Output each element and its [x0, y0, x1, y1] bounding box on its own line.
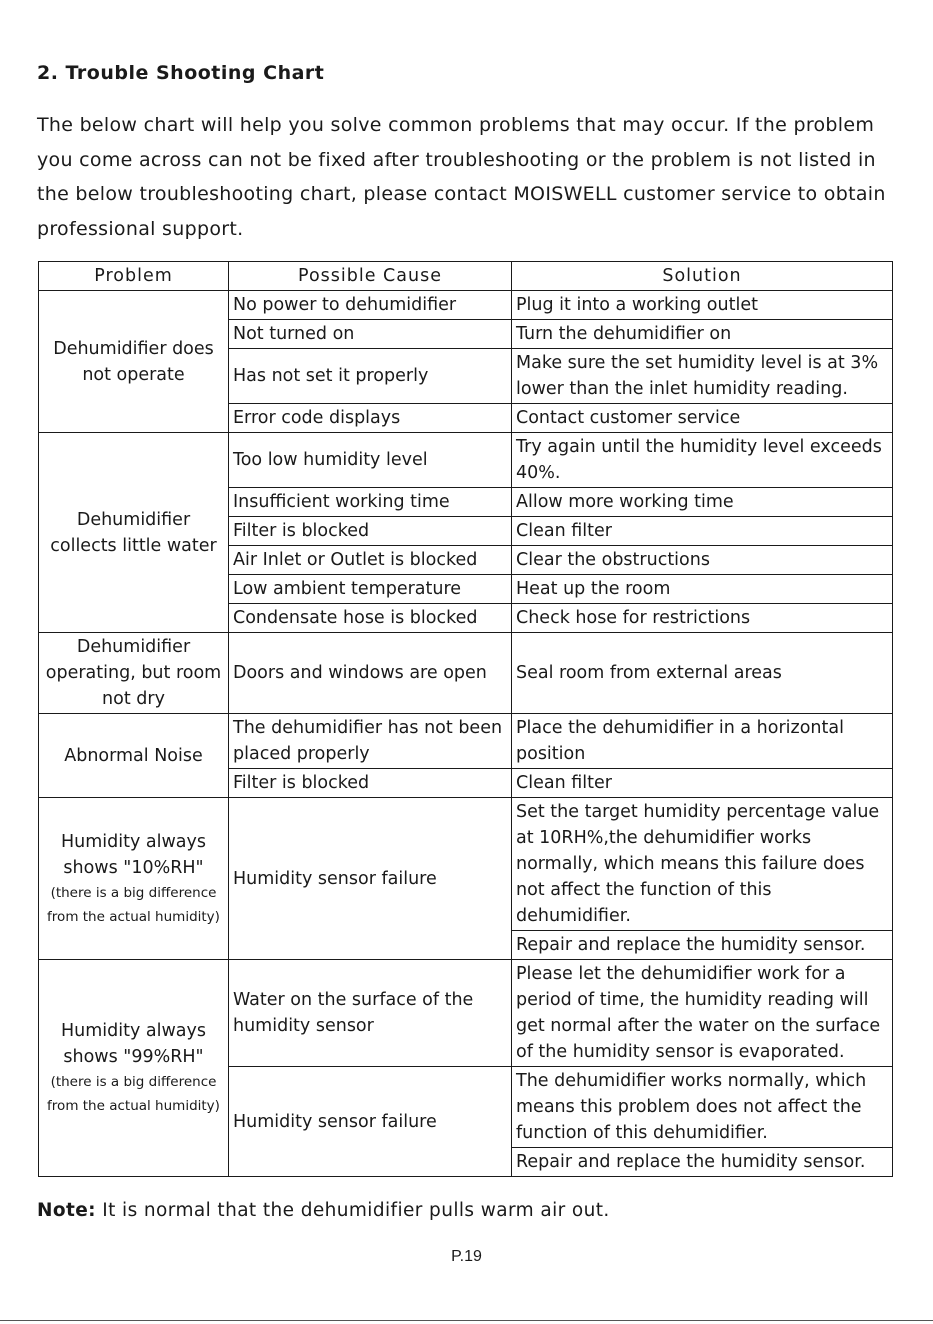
- cause-cell: Condensate hose is blocked: [229, 604, 512, 633]
- solution-cell: The dehumidifier works normally, which means this problem does not affect the function of this dehumidifier.: [512, 1067, 893, 1148]
- problem-cell: Dehumidifier operating, but room not dry: [39, 633, 229, 714]
- header-solution: Solution: [512, 262, 893, 291]
- solution-cell: Allow more working time: [512, 488, 893, 517]
- solution-cell: Clean filter: [512, 517, 893, 546]
- cause-cell: Filter is blocked: [229, 769, 512, 798]
- cause-cell: Filter is blocked: [229, 517, 512, 546]
- note-text: It is normal that the dehumidifier pulls warm air out.: [95, 1200, 610, 1221]
- cause-cell: Has not set it properly: [229, 349, 512, 404]
- cause-cell: Water on the surface of the humidity sensor: [229, 960, 512, 1067]
- problem-text: Humidity always shows "10%RH": [60, 831, 206, 878]
- page-number: P.19: [451, 1248, 482, 1265]
- header-problem: Problem: [39, 262, 229, 291]
- problem-note: (there is a big difference from the actual humidity): [47, 884, 220, 925]
- problem-cell: Abnormal Noise: [39, 714, 229, 798]
- troubleshooting-table: [38, 261, 893, 1177]
- note-label: Note:: [37, 1200, 96, 1221]
- solution-cell: Seal room from external areas: [512, 633, 893, 714]
- header-possible-cause: Possible Cause: [229, 262, 512, 291]
- solution-cell: Make sure the set humidity level is at 3% lower than the inlet humidity reading.: [512, 349, 893, 404]
- cause-cell: Humidity sensor failure: [229, 798, 512, 960]
- cause-cell: Error code displays: [229, 404, 512, 433]
- cause-cell: Insufficient working time: [229, 488, 512, 517]
- intro-paragraph: The below chart will help you solve common problems that may occur. If the problem you come across can not be fixed after troubleshooting or the problem is not listed in the below troubleshooting chart, please contact MOISWELL customer service to obtain professional support.: [37, 114, 886, 240]
- solution-cell: Turn the dehumidifier on: [512, 320, 893, 349]
- problem-text: Humidity always shows "99%RH": [60, 1021, 206, 1067]
- problem-cell: [39, 798, 229, 960]
- cause-cell: Not turned on: [229, 320, 512, 349]
- table-header-row: [39, 262, 893, 291]
- cause-cell: Too low humidity level: [229, 433, 512, 488]
- section-heading: 2. Trouble Shooting Chart: [37, 62, 325, 84]
- solution-cell: Clear the obstructions: [512, 546, 893, 575]
- solution-cell: Plug it into a working outlet: [512, 291, 893, 320]
- problem-note: (there is a big difference from the actual humidity): [47, 1074, 220, 1114]
- cause-cell: Air Inlet or Outlet is blocked: [229, 546, 512, 575]
- solution-cell: Repair and replace the humidity sensor.: [512, 931, 893, 960]
- solution-cell: Place the dehumidifier in a horizontal position: [512, 714, 893, 769]
- solution-cell: Set the target humidity percentage value at 10RH%,the dehumidifier works normally, which means this failure does not affect the function of this dehumidifier.: [512, 798, 893, 931]
- solution-cell: Contact customer service: [512, 404, 893, 433]
- note-line: [37, 1200, 610, 1221]
- solution-cell: Heat up the room: [512, 575, 893, 604]
- table-row: [39, 433, 893, 488]
- cause-cell: Doors and windows are open: [229, 633, 512, 714]
- solution-cell: Check hose for restrictions: [512, 604, 893, 633]
- table-row: [39, 714, 893, 769]
- table-row: [39, 798, 893, 931]
- cause-cell: Humidity sensor failure: [229, 1067, 512, 1177]
- problem-cell: Dehumidifier does not operate: [39, 291, 229, 433]
- bottom-rule: [0, 1320, 933, 1321]
- problem-cell: Dehumidifier collects little water: [39, 433, 229, 633]
- cause-cell: Low ambient temperature: [229, 575, 512, 604]
- solution-cell: Try again until the humidity level exceeds 40%.: [512, 433, 893, 488]
- table-row: [39, 291, 893, 320]
- table-row: [39, 633, 893, 714]
- table-row: [39, 960, 893, 1067]
- solution-cell: Please let the dehumidifier work for a period of time, the humidity reading will get normal after the water on the surface of the humidity sensor is evaporated.: [512, 960, 893, 1067]
- solution-cell: Clean filter: [512, 769, 893, 798]
- problem-cell: [39, 960, 229, 1177]
- solution-cell: Repair and replace the humidity sensor.: [512, 1148, 893, 1177]
- cause-cell: No power to dehumidifier: [229, 291, 512, 320]
- cause-cell: The dehumidifier has not been placed properly: [229, 714, 512, 769]
